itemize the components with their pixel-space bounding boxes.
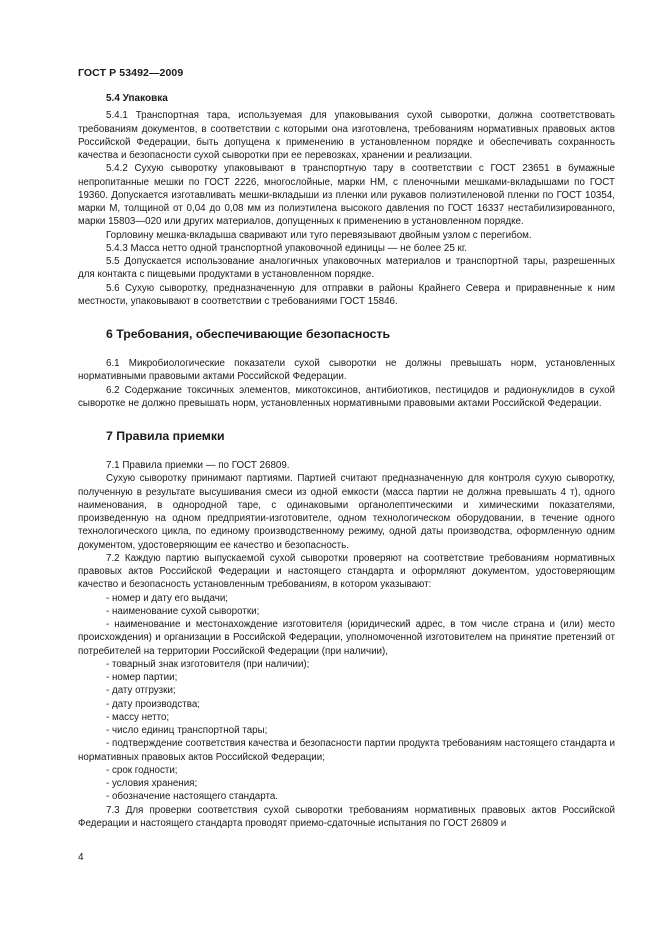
paragraph-5-4-2: 5.4.2 Сухую сыворотку упаковывают в транспортную тару в соответствии с ГОСТ 23651 в бумажные непропитанные мешки по ГОСТ 2226, многослойные, марки НМ, с пленочными мешками-вкладышами по ГОСТ 19360. Допускается изготавливать мешки-вкладыши из пленки или рукавов полиэтиленовой пленки по ГОСТ 10354, марки М, толщиной от 0,04 до 0,08 мм из полиэтилена высокого давления по ГОСТ 16337 нестабилизированного, марки 15803—020 или других материалов, допущенных к применению в установленном порядке. <box>78 163 615 228</box>
subsection-title-5-4: 5.4 Упаковка <box>106 93 168 104</box>
paragraph-5-4-3: 5.4.3 Масса нетто одной транспортной упаковочной единицы — не более 25 кг. <box>106 242 467 254</box>
paragraph-5-6: 5.6 Сухую сыворотку, предназначенную для отправки в районы Крайнего Севера и приравненные к ним местности, упаковывают в соответствии с требованиями ГОСТ 15846. <box>78 282 615 307</box>
document-body <box>78 92 615 830</box>
section-title-6: 6 Требования, обеспечивающие безопасность <box>106 327 391 341</box>
list-item: - наименование сухой сыворотки; <box>106 605 260 617</box>
list-item: - число единиц транспортной тары; <box>106 725 268 736</box>
paragraph-5-4-1: 5.4.1 Транспортная тара, используемая для упаковывания сухой сыворотки, должна соответствовать требованиям документов, в соответствии с которыми она изготовлена, требованиям нормативных правовых актов Российской Федерации, быть допущена к применению в установленном порядке и обеспечивать сохранность качества и безопасности сухой сыворотки при ее перевозках, хранении и реализации. <box>78 110 615 161</box>
page-number: 4 <box>78 852 84 863</box>
paragraph-7-1-batch: Сухую сыворотку принимают партиями. Партией считают предназначенную для контроля сухую сыворотку, полученную в результате высушивания смеси из одной емкости (масса партии не должна превышать 4 т), одного наименования, в однородной таре, с одинаковыми органолептическими и химическими показателями, произведенную на одном предприятии-изготовителе, одном технологическом оборудовании, в течение одного технологического цикла, по единому производственному режиму, одной даты производства, оформленную одним документом, удостоверяющим ее качество и безопасность. <box>78 473 615 551</box>
paragraph-7-2: 7.2 Каждую партию выпускаемой сухой сыворотки проверяют на соответствие требованиям нормативных правовых актов Российской Федерации и настоящего стандарта и оформляют документом, удостоверяющим качество и безопасность установленным требованиям, в котором указывают: <box>78 552 615 591</box>
paragraph-5-5: 5.5 Допускается использование аналогичных упаковочных материалов и транспортной тары, разрешенных для контакта с пищевыми продуктами в установленном порядке. <box>78 256 615 281</box>
paragraph-6-1: 6.1 Микробиологические показатели сухой сыворотки не должны превышать норм, установленных нормативными правовыми актами Российской Федерации. <box>78 358 615 383</box>
paragraph-7-3: 7.3 Для проверки соответствия сухой сыворотки требованиям нормативных правовых актов Российской Федерации и настоящего стандарта проводят приемо-сдаточные испытания по ГОСТ 26809 и <box>78 804 615 829</box>
list-item: - условия хранения; <box>106 778 198 789</box>
list-item: - товарный знак изготовителя (при наличии); <box>106 658 310 670</box>
list-item: - номер партии; <box>106 672 178 683</box>
list-item: - номер и дату его выдачи; <box>106 592 229 604</box>
list-item: - обозначение настоящего стандарта. <box>106 791 279 803</box>
list-item: - срок годности; <box>106 764 178 776</box>
paragraph-7-1: 7.1 Правила приемки — по ГОСТ 26809. <box>106 460 290 471</box>
document-header: ГОСТ Р 53492—2009 <box>78 67 184 79</box>
paragraph-5-4-2-note: Горловину мешка-вкладыша сваривают или туго перевязывают двойным узлом с перегибом. <box>106 229 532 241</box>
list-item: - дату производства; <box>106 698 201 710</box>
list-item: - подтверждение соответствия качества и безопасности партии продукта требованиям настоящего стандарта и нормативных правовых актов Российской Федерации; <box>78 738 615 763</box>
list-item: - массу нетто; <box>106 711 170 723</box>
list-item: - наименование и местонахождение изготовителя (юридический адрес, в том числе страна и (или) место происхождения) и организации в Российской Федерации, уполномоченной изготовителем на принятие претензий от потребителей на территории Российской Федерации (при наличии), <box>78 619 615 657</box>
section-title-7: 7 Правила приемки <box>106 429 225 443</box>
list-item: - дату отгрузки; <box>106 685 176 697</box>
paragraph-6-2: 6.2 Содержание токсичных элементов, микотоксинов, антибиотиков, пестицидов и радионуклидов в сухой сыворотке не должно превышать норм, установленных нормативными правовыми актами Российской Федерации. <box>78 384 615 409</box>
